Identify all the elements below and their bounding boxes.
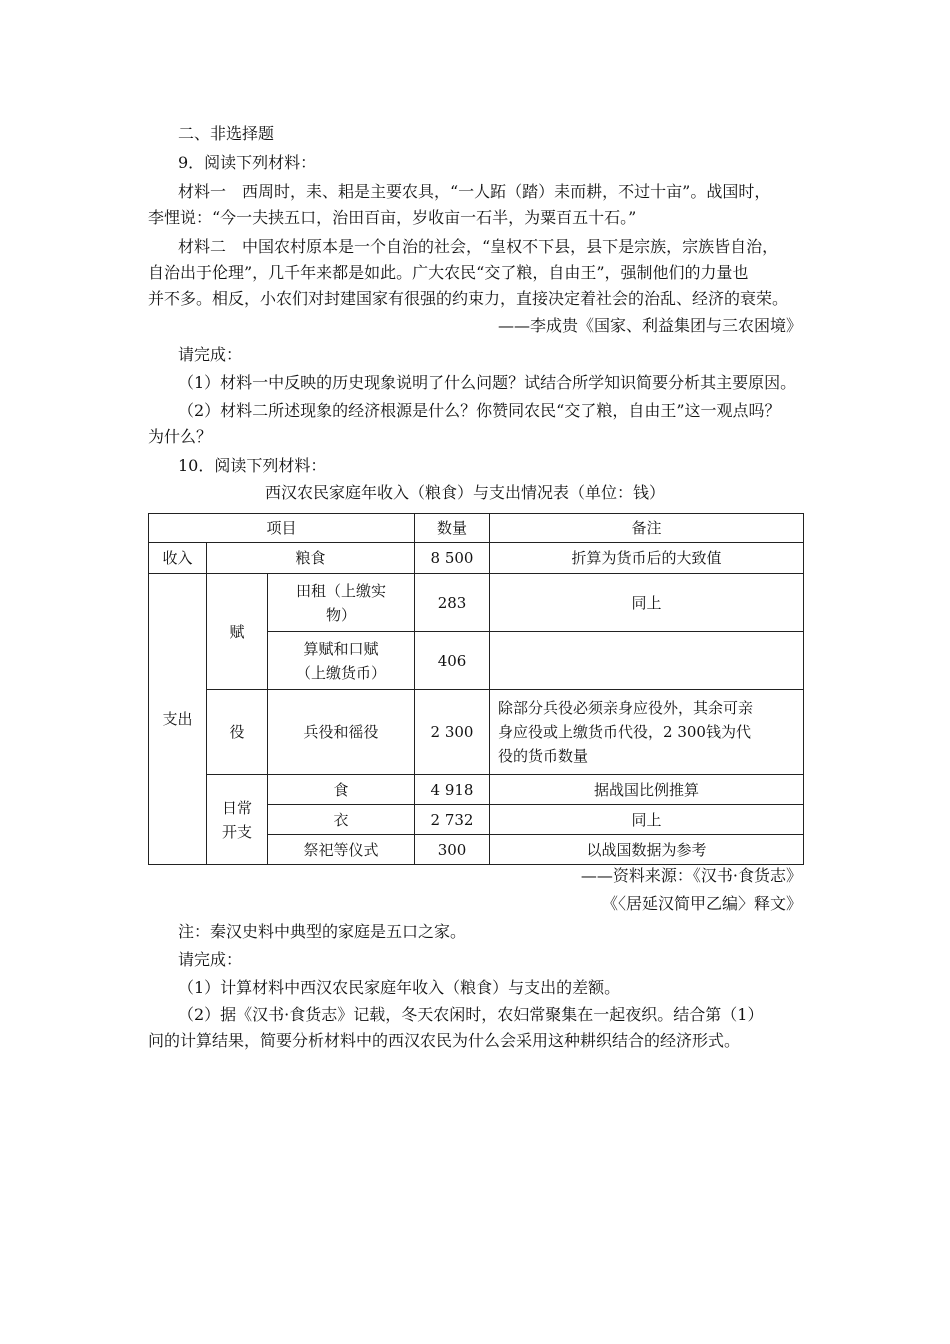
daily-expense-label-line-2: 开支 <box>221 822 252 841</box>
q10-subquestion-2-line-2: 问的计算结果，简要分析材料中的西汉农民为什么会采用这种耕织结合的经济形式。 <box>148 1031 741 1050</box>
header-item: 项目 <box>149 514 415 543</box>
material-2-line-1: 材料二 中国农村原本是一个自治的社会，“皇权不下县，县下是宗族，宗族皆自治， <box>178 237 779 256</box>
income-note: 折算为货币后的大致值 <box>490 543 804 574</box>
daily-expense-label-line-1: 日常 <box>221 798 252 817</box>
clothing-item: 衣 <box>268 805 415 835</box>
ritual-note: 以战国数据为参考 <box>490 835 804 865</box>
suanfu-item <box>268 632 415 690</box>
material-2-source: ——李成贵《国家、利益集团与三农困境》 <box>497 316 802 335</box>
q9-subquestion-2-line-1: （2）材料二所述现象的经济根源是什么？你赞同农民“交了粮，自由王”这一观点吗？ <box>178 401 781 420</box>
suanfu-item-line-1: 算赋和口赋 <box>303 639 379 658</box>
q10-subquestion-1: （1）计算材料中西汉农民家庭年收入（粮食）与支出的差额。 <box>178 978 621 997</box>
material-1-line-2: 李悝说：“今一夫挟五口，治田百亩，岁收亩一石半，为粟百五十石。” <box>148 208 637 227</box>
table-footnote: 注：秦汉史料中典型的家庭是五口之家。 <box>178 922 467 941</box>
fu-label: 赋 <box>207 574 268 690</box>
yi-note <box>490 690 804 775</box>
header-quantity: 数量 <box>415 514 490 543</box>
clothing-quantity: 2 732 <box>415 805 490 835</box>
suanfu-quantity: 406 <box>415 632 490 690</box>
tianzu-item <box>268 574 415 632</box>
yi-label: 役 <box>207 690 268 775</box>
q10-prompt: 请完成： <box>178 950 243 969</box>
yi-note-line-2: 身应役或上缴货币代役，2 300钱为代 <box>498 723 751 741</box>
suanfu-item-line-2: （上缴货币） <box>296 663 387 682</box>
food-quantity: 4 918 <box>415 775 490 805</box>
q10-subquestion-2-line-1: （2）据《汉书·食货志》记载，冬天农闲时，农妇常聚集在一起夜织。结合第（1） <box>178 1005 764 1024</box>
table-row-yi <box>149 690 804 775</box>
ritual-quantity: 300 <box>415 835 490 865</box>
suanfu-note <box>490 632 804 690</box>
tianzu-item-line-1: 田租（上缴实 <box>296 581 387 600</box>
yi-note-line-3: 役的货币数量 <box>498 747 589 765</box>
yi-item: 兵役和徭役 <box>268 690 415 775</box>
daily-expense-label <box>207 775 268 865</box>
section-heading: 二、非选择题 <box>178 124 275 143</box>
q9-subquestion-1: （1）材料一中反映的历史现象说明了什么问题？试结合所学知识简要分析其主要原因。 <box>178 373 797 392</box>
income-item: 粮食 <box>207 543 415 574</box>
income-expense-table <box>148 513 804 865</box>
material-1-line-1: 材料一 西周时，耒、耜是主要农具，“一人跖（踏）耒而耕，不过十亩”。战国时， <box>178 182 771 201</box>
question-10-intro: 10．阅读下列材料： <box>178 456 327 475</box>
yi-note-line-1: 除部分兵役必须亲身应役外，其余可亲 <box>498 699 754 717</box>
table-source-line-2: 《〈居延汉简甲乙编〉释文》 <box>601 894 802 913</box>
table-header-row <box>149 514 804 543</box>
yi-quantity: 2 300 <box>415 690 490 775</box>
table-source-line-1: ——资料来源：《汉书·食货志》 <box>580 866 802 885</box>
table-row-income <box>149 543 804 574</box>
material-2-line-3: 并不多。相反，小农们对封建国家有很强的约束力，直接决定着社会的治乱、经济的衰荣。 <box>148 289 789 308</box>
clothing-note: 同上 <box>490 805 804 835</box>
tianzu-item-line-2: 物） <box>326 605 357 624</box>
ritual-item: 祭祀等仪式 <box>268 835 415 865</box>
q9-subquestion-2-line-2: 为什么？ <box>148 427 213 446</box>
income-label: 收入 <box>149 543 207 574</box>
tianzu-note: 同上 <box>490 574 804 632</box>
food-note: 据战国比例推算 <box>490 775 804 805</box>
question-9-intro: 9．阅读下列材料： <box>178 153 317 172</box>
tianzu-quantity: 283 <box>415 574 490 632</box>
expense-label: 支出 <box>149 574 207 865</box>
food-item: 食 <box>268 775 415 805</box>
material-2-line-2: 自治出于伦理”，几千年来都是如此。广大农民“交了粮，自由王”，强制他们的力量也 <box>148 263 749 282</box>
income-quantity: 8 500 <box>415 543 490 574</box>
header-note: 备注 <box>490 514 804 543</box>
q9-prompt: 请完成： <box>178 345 243 364</box>
table-title: 西汉农民家庭年收入（粮食）与支出情况表（单位：钱） <box>265 483 666 502</box>
table-row-food <box>149 775 804 805</box>
table-row-tianzu <box>149 574 804 632</box>
